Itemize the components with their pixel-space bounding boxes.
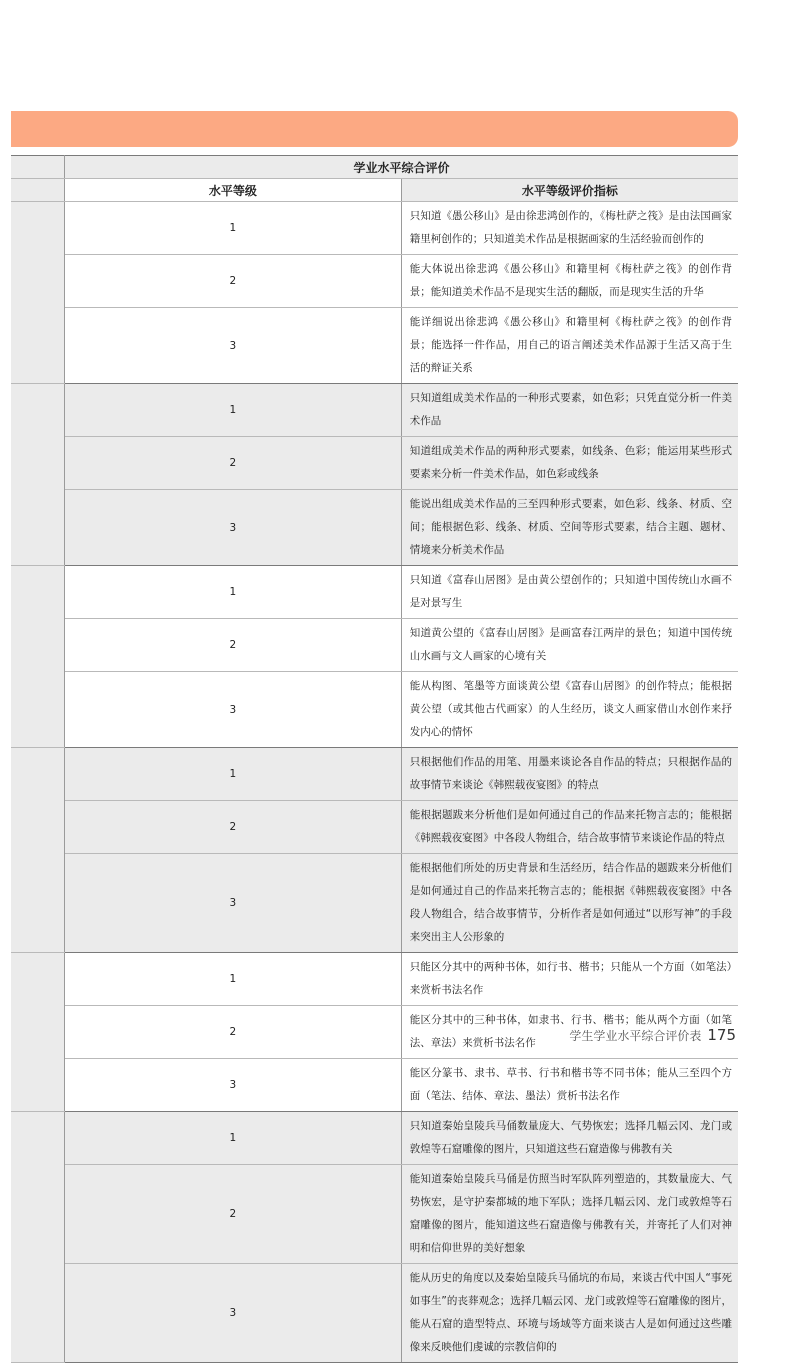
group-header-cell bbox=[11, 156, 65, 179]
criteria-cell: 能根据他们所处的历史背景和生活经历，结合作品的题跋来分析他们是如何通过自己的作品来托物言志的；能根据《韩熙载夜宴图》中各段人物组合，结合故事情节，分析作者是如何通过“以形写神”的手段来突出主人公形象的 bbox=[401, 854, 738, 953]
column-header-row bbox=[11, 179, 738, 202]
table-row bbox=[11, 308, 738, 384]
group-cell bbox=[11, 953, 65, 1112]
level-cell: 2 bbox=[65, 1165, 402, 1264]
criteria-cell: 能从历史的角度以及秦始皇陵兵马俑坑的布局，来谈古代中国人“事死如事生”的丧葬观念；选择几幅云冈、龙门或敦煌等石窟雕像的图片，能从石窟的造型特点、环境与场域等方面来谈古人是如何通过这些雕像来反映他们虔诚的宗教信仰的 bbox=[401, 1264, 738, 1363]
table-row bbox=[11, 255, 738, 308]
table-title-row bbox=[11, 156, 738, 179]
page-number: 175 bbox=[707, 1026, 736, 1044]
table-row bbox=[11, 801, 738, 854]
group-cell bbox=[11, 748, 65, 953]
level-cell: 2 bbox=[65, 437, 402, 490]
level-cell: 1 bbox=[65, 953, 402, 1006]
page-footer bbox=[569, 1026, 736, 1044]
level-cell: 1 bbox=[65, 566, 402, 619]
level-cell: 1 bbox=[65, 384, 402, 437]
level-cell: 3 bbox=[65, 672, 402, 748]
criteria-cell: 只知道组成美术作品的一种形式要素，如色彩；只凭直觉分析一件美术作品 bbox=[401, 384, 738, 437]
level-column-header: 水平等级 bbox=[65, 179, 402, 202]
criteria-cell: 只根据他们作品的用笔、用墨来谈论各自作品的特点；只根据作品的故事情节来谈论《韩熙载夜宴图》的特点 bbox=[401, 748, 738, 801]
criteria-cell: 能说出组成美术作品的三至四种形式要素，如色彩、线条、材质、空间；能根据色彩、线条、材质、空间等形式要素，结合主题、题材、情境来分析美术作品 bbox=[401, 490, 738, 566]
level-cell: 2 bbox=[65, 1006, 402, 1059]
criteria-cell: 能知道秦始皇陵兵马俑是仿照当时军队阵列塑造的，其数量庞大、气势恢宏，是守护秦都城的地下军队；选择几幅云冈、龙门或敦煌等石窟雕像的图片，能知道这些石窟造像与佛教有关，并寄托了人们对神明和信仰世界的美好想象 bbox=[401, 1165, 738, 1264]
table-row bbox=[11, 953, 738, 1006]
table-row bbox=[11, 1059, 738, 1112]
group-cell bbox=[11, 202, 65, 384]
group-cell bbox=[11, 566, 65, 748]
criteria-column-header: 水平等级评价指标 bbox=[401, 179, 738, 202]
level-cell: 3 bbox=[65, 1059, 402, 1112]
criteria-cell: 能根据题跋来分析他们是如何通过自己的作品来托物言志的；能根据《韩熙载夜宴图》中各段人物组合，结合故事情节来谈论作品的特点 bbox=[401, 801, 738, 854]
table-row bbox=[11, 854, 738, 953]
level-cell: 2 bbox=[65, 255, 402, 308]
table-row bbox=[11, 437, 738, 490]
level-cell: 3 bbox=[65, 1264, 402, 1363]
criteria-cell: 能从构图、笔墨等方面谈黄公望《富春山居图》的创作特点；能根据黄公望（或其他古代画家）的人生经历，谈文人画家借山水创作来抒发内心的情怀 bbox=[401, 672, 738, 748]
level-cell: 2 bbox=[65, 801, 402, 854]
level-cell: 1 bbox=[65, 1112, 402, 1165]
criteria-cell: 只知道《富春山居图》是由黄公望创作的；只知道中国传统山水画不是对景写生 bbox=[401, 566, 738, 619]
level-cell: 1 bbox=[65, 202, 402, 255]
table-row bbox=[11, 1112, 738, 1165]
table-row bbox=[11, 384, 738, 437]
level-cell: 2 bbox=[65, 619, 402, 672]
table-row bbox=[11, 1264, 738, 1363]
level-cell: 3 bbox=[65, 490, 402, 566]
table-row bbox=[11, 748, 738, 801]
criteria-cell: 只知道《愚公移山》是由徐悲鸿创作的，《梅杜萨之筏》是由法国画家籍里柯创作的；只知道美术作品是根据画家的生活经验而创作的 bbox=[401, 202, 738, 255]
criteria-cell: 只能区分其中的两种书体，如行书、楷书；只能从一个方面（如笔法）来赏析书法名作 bbox=[401, 953, 738, 1006]
criteria-cell: 知道组成美术作品的两种形式要素，如线条、色彩；能运用某些形式要素来分析一件美术作品，如色彩或线条 bbox=[401, 437, 738, 490]
table-title: 学业水平综合评价 bbox=[65, 156, 739, 179]
table-row bbox=[11, 1165, 738, 1264]
level-cell: 3 bbox=[65, 308, 402, 384]
group-cell bbox=[11, 1112, 65, 1363]
table-row bbox=[11, 202, 738, 255]
header-color-band bbox=[11, 111, 738, 147]
criteria-cell: 知道黄公望的《富春山居图》是画富春江两岸的景色；知道中国传统山水画与文人画家的心境有关 bbox=[401, 619, 738, 672]
level-cell: 3 bbox=[65, 854, 402, 953]
table-row bbox=[11, 619, 738, 672]
table-row bbox=[11, 490, 738, 566]
group-cell bbox=[11, 384, 65, 566]
criteria-cell: 能区分其中的三种书体，如隶书、行书、楷书；能从两个方面（如笔法、章法）来赏析书法名作 bbox=[401, 1006, 738, 1059]
evaluation-table bbox=[11, 155, 738, 1363]
footer-label: 学生学业水平综合评价表 bbox=[569, 1029, 702, 1043]
table-row bbox=[11, 566, 738, 619]
criteria-cell: 能大体说出徐悲鸿《愚公移山》和籍里柯《梅杜萨之筏》的创作背景；能知道美术作品不是现实生活的翻版，而是现实生活的升华 bbox=[401, 255, 738, 308]
level-cell: 1 bbox=[65, 748, 402, 801]
criteria-cell: 能详细说出徐悲鸿《愚公移山》和籍里柯《梅杜萨之筏》的创作背景；能选择一件作品，用自己的语言阐述美术作品源于生活又高于生活的辩证关系 bbox=[401, 308, 738, 384]
table-row bbox=[11, 672, 738, 748]
group-header-cell bbox=[11, 179, 65, 202]
criteria-cell: 只知道秦始皇陵兵马俑数量庞大、气势恢宏；选择几幅云冈、龙门或敦煌等石窟雕像的图片，只知道这些石窟造像与佛教有关 bbox=[401, 1112, 738, 1165]
criteria-cell: 能区分篆书、隶书、草书、行书和楷书等不同书体；能从三至四个方面（笔法、结体、章法、墨法）赏析书法名作 bbox=[401, 1059, 738, 1112]
